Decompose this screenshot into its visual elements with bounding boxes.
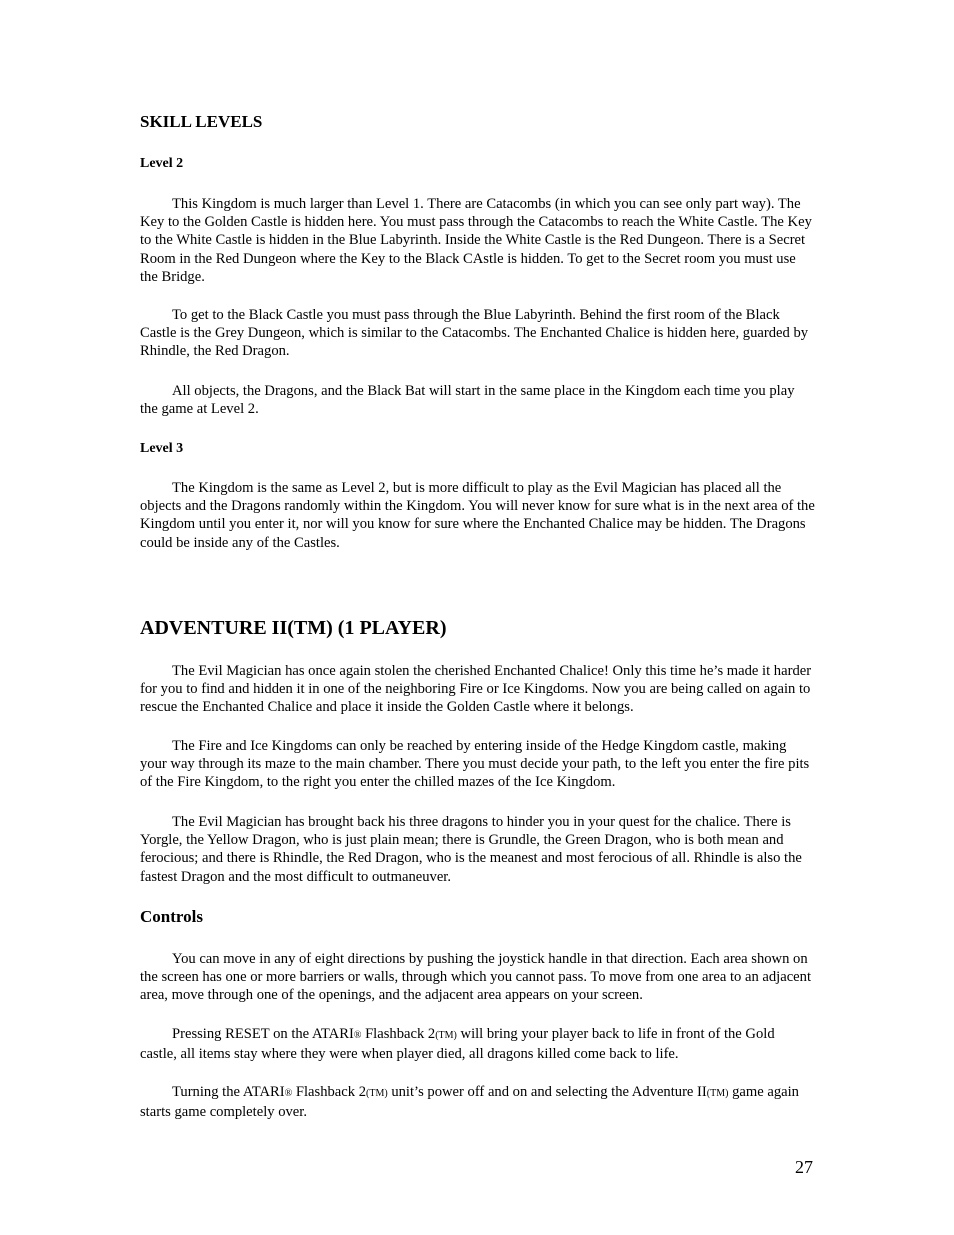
skill-levels-heading: SKILL LEVELS bbox=[140, 112, 263, 131]
registered-mark: ® bbox=[284, 1088, 293, 1099]
level-2-paragraph-3: All objects, the Dragons, and the Black Bat will start in the same place in the Kingdom each time you play the game at Level 2. bbox=[140, 383, 795, 418]
adventure-ii-heading: ADVENTURE II(TM) (1 PLAYER) bbox=[140, 617, 447, 639]
trademark-mark: (TM) bbox=[435, 1030, 457, 1041]
level-3-paragraph-1: The Kingdom is the same as Level 2, but is more difficult to play as the Evil Magician has placed all the objects and the Dragons randomly within the Kingdom. You will never know for sure what is in the next area of the Kingdom until you enter it, nor will you know for sure where the Enchanted Chalice may be hidden. The Dragons could be inside any of the Castles. bbox=[140, 480, 815, 551]
level-2-paragraph-2: To get to the Black Castle you must pass through the Blue Labyrinth. Behind the first room of the Black Castle is the Grey Dungeon, which is similar to the Catacombs. The Enchanted Chalice is hidden here, guarded by Rhindle, the Red Dragon. bbox=[140, 307, 809, 360]
controls-heading: Controls bbox=[140, 907, 203, 926]
adventure-ii-paragraph-3: The Evil Magician has brought back his three dragons to hinder you in your quest for the chalice. There is Yorgle, the Yellow Dragon, who is just plain mean; there is Grundle, the Green Dragon, who is both mean and ferocious; and there is Rhindle, the Red Dragon, who is the meanest and most ferocious of all. Rhindle is also the fastest Dragon and the most difficult to outmaneuver. bbox=[140, 814, 802, 885]
adventure-ii-paragraph-2: The Fire and Ice Kingdoms can only be reached by entering inside of the Hedge Kingdom castle, making your way through its maze to the main chamber. There you must decide your path, to the left you enter the fire pits of the Fire Kingdom, to the right you enter the chilled mazes of the Ice Kingdom. bbox=[140, 738, 810, 791]
level-2-heading: Level 2 bbox=[140, 156, 184, 171]
reset-text-part-3: will bring your player back to life in front of the Gold castle, all items stay where they were when player died, all dragons killed come back to life. bbox=[140, 1026, 775, 1063]
adventure-ii-paragraph-1: The Evil Magician has once again stolen the cherished Enchanted Chalice! Only this time he’s made it harder for you to find and hidden it in one of the neighboring Fire or Ice Kingdoms. Now you are being called on again to rescue the Enchanted Chalice and place it inside the Golden Castle where it belongs. bbox=[140, 663, 812, 716]
power-text-part-4: game again starts game completely over. bbox=[140, 1084, 799, 1121]
reset-text-part-1: Pressing RESET on the ATARI bbox=[172, 1026, 354, 1042]
registered-mark: ® bbox=[353, 1030, 362, 1041]
controls-paragraph-1: You can move in any of eight directions by pushing the joystick handle in that direction. Each area shown on the screen has one or more barriers or walls, through which you cannot pass. To move from one area to an adjacent area, move through one of the openings, and the adjacent area appears on your screen. bbox=[140, 951, 812, 1004]
trademark-mark: (TM) bbox=[366, 1088, 388, 1099]
power-text-part-2: Flashback 2 bbox=[292, 1084, 367, 1100]
level-3-heading: Level 3 bbox=[140, 441, 184, 456]
controls-power-paragraph bbox=[140, 1083, 815, 1121]
controls-reset-paragraph bbox=[140, 1025, 815, 1063]
power-text-part-1: Turning the ATARI bbox=[172, 1084, 285, 1100]
power-text-part-3: unit’s power off and on and selecting the Adventure II bbox=[387, 1084, 707, 1100]
trademark-mark: (TM) bbox=[706, 1088, 729, 1099]
page-number: 27 bbox=[795, 1157, 813, 1177]
level-2-paragraph-1: This Kingdom is much larger than Level 1. There are Catacombs (in which you can see only part way). The Key to the Golden Castle is hidden here. You must pass through the Catacombs to reach the White Castle. The Key to the White Castle is hidden in the Blue Labyrinth. Inside the White Castle is the Red Dungeon. There is a Secret Room in the Red Dungeon where the Key to the Black CAstle is hidden. To get to the Secret room you must use the Bridge. bbox=[140, 196, 812, 285]
reset-text-part-2: Flashback 2 bbox=[361, 1026, 436, 1042]
